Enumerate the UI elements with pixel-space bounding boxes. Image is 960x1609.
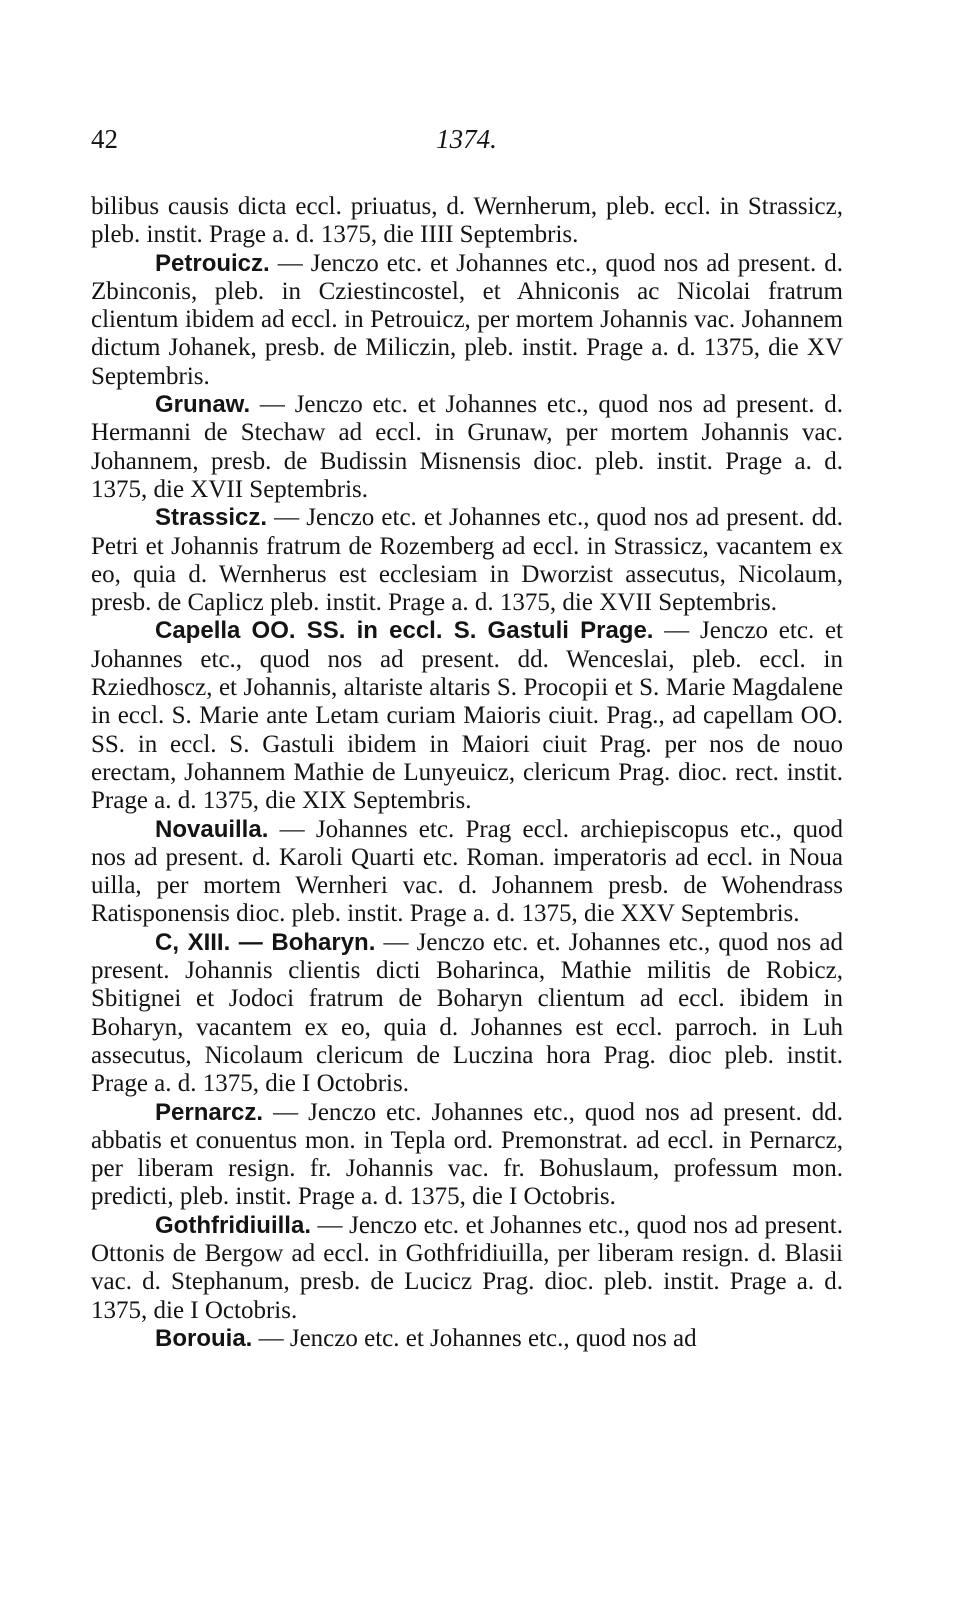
- entry-pernarcz: [91, 1099, 843, 1212]
- entry-grunaw: [91, 391, 843, 504]
- entry-strassicz: [91, 504, 843, 617]
- entry-text: — Jenczo etc. et Johannes etc., quod nos ad present. dd. Petri et Johannis fratrum de Rozemberg ad eccl. in Strassicz, vacantem ex eo, quia d. Wernherus est ecclesiam in Dworzist assecutus, Nicolaum, presb. de Caplicz pleb. instit. Prage a. d. 1375, die XVII Septembris.: [91, 504, 843, 617]
- entry-text: — Johannes etc. Prag eccl. archiepiscopus etc., quod nos ad present. d. Karoli Quarti etc. Roman. imperatoris ad eccl. in Noua uilla, per mortem Wernheri vac. d. Johannem presb. de Wohendrass Ratisponensis dioc. pleb. instit. Prage a. d. 1375, die XXV Septembris.: [91, 815, 843, 928]
- entry-novauilla: [91, 816, 843, 929]
- entry-heading: Borouia.: [155, 1324, 253, 1352]
- entry-heading: C, XIII. — Boharyn.: [155, 928, 376, 956]
- entry-continuation: [91, 193, 843, 250]
- entry-heading: Gothfridiuilla.: [155, 1211, 311, 1239]
- entry-text: — Jenczo etc. et Johannes etc., quod nos ad present. Ottonis de Bergow ad eccl. in Gothfridiuilla, per liberam resign. d. Blasii vac. d. Stephanum, presb. de Lucicz Prag. dioc. pleb. instit. Prage a. d. 1375, die I Octobris.: [91, 1211, 843, 1324]
- entry-text: — Jenczo etc. et Johannes etc., quod nos ad present. d. Zbinconis, pleb. in Cziestincostel, et Ahniconis ac Nicolai fratrum clientum ibidem ad eccl. in Petrouicz, per mortem Johannis vac. Johannem dictum Johanek, presb. de Miliczin, pleb. instit. Prage a. d. 1375, die XV Septembris.: [91, 249, 843, 390]
- entry-gothfridiuilla: [91, 1212, 843, 1325]
- page-number: 42: [91, 124, 118, 154]
- entry-heading: Novauilla.: [155, 815, 269, 843]
- entry-heading: Petrouicz.: [155, 249, 270, 277]
- entry-heading: Capella OO. SS. in eccl. S. Gastuli Prage.: [155, 617, 654, 645]
- entry-heading: Pernarcz.: [155, 1098, 264, 1126]
- entry-text: — Jenczo etc. et. Johannes etc., quod nos ad present. Johannis clientis dicti Boharinca, Mathie militis de Robicz, Sbitignei et Jodoci fratrum de Boharyn clientum ad eccl. ibidem in Boharyn, vacantem ex eo, quia d. Johannes est eccl. parroch. in Luh assecutus, Nicolaum clericum de Luczina hora Prag. dioc pleb. instit. Prage a. d. 1375, die I Octobris.: [91, 928, 844, 1098]
- entry-text: — Jenczo etc. et Johannes etc., quod nos ad present. d. Hermanni de Stechaw ad eccl. in Grunaw, per mortem Johannis vac. Johannem, presb. de Budissin Misnensis dioc. pleb. instit. Prage a. d. 1375, die XVII Septembris.: [91, 391, 843, 503]
- entry-petrouicz: [91, 250, 843, 391]
- entry-heading: Grunaw.: [155, 391, 251, 419]
- entry-text: bilibus causis dicta eccl. priuatus, d. Wernherum, pleb. eccl. in Strassicz, pleb. instit. Prage a. d. 1375, die IIII Septembris.: [91, 193, 843, 249]
- entry-boharyn: [91, 929, 843, 1099]
- entry-text: — Jenczo etc. et Johannes etc., quod nos ad: [252, 1324, 697, 1352]
- body-text: [91, 193, 843, 1353]
- running-head: 1374.: [436, 124, 497, 154]
- page-header: [91, 124, 842, 164]
- entry-heading: Strassicz.: [155, 504, 268, 532]
- entry-capella-gastuli: [91, 617, 843, 815]
- entry-text: — Jenczo etc. Johannes etc., quod nos ad present. dd. abbatis et conuentus mon. in Tepla ord. Premonstrat. ad eccl. in Pernarcz, per liberam resign. fr. Johannis vac. fr. Bohuslaum, professum mon. predicti, pleb. instit. Prage a. d. 1375, die I Octobris.: [91, 1098, 843, 1211]
- entry-borouia: [91, 1325, 843, 1353]
- entry-text: — Jenczo etc. et Johannes etc., quod nos ad present. dd. Wenceslai, pleb. eccl. in Rziedhoscz, et Johannis, altariste altaris S. Procopii et S. Marie Magdalene in eccl. S. Marie ante Letam curiam Maioris ciuit. Prag., ad capellam OO. SS. in eccl. S. Gastuli ibidem in Maiori ciuit Prag. per nos de nouo erectam, Johannem Mathie de Lunyeuicz, clericum Prag. dioc. rect. instit. Prage a. d. 1375, die XIX Septembris.: [91, 617, 844, 815]
